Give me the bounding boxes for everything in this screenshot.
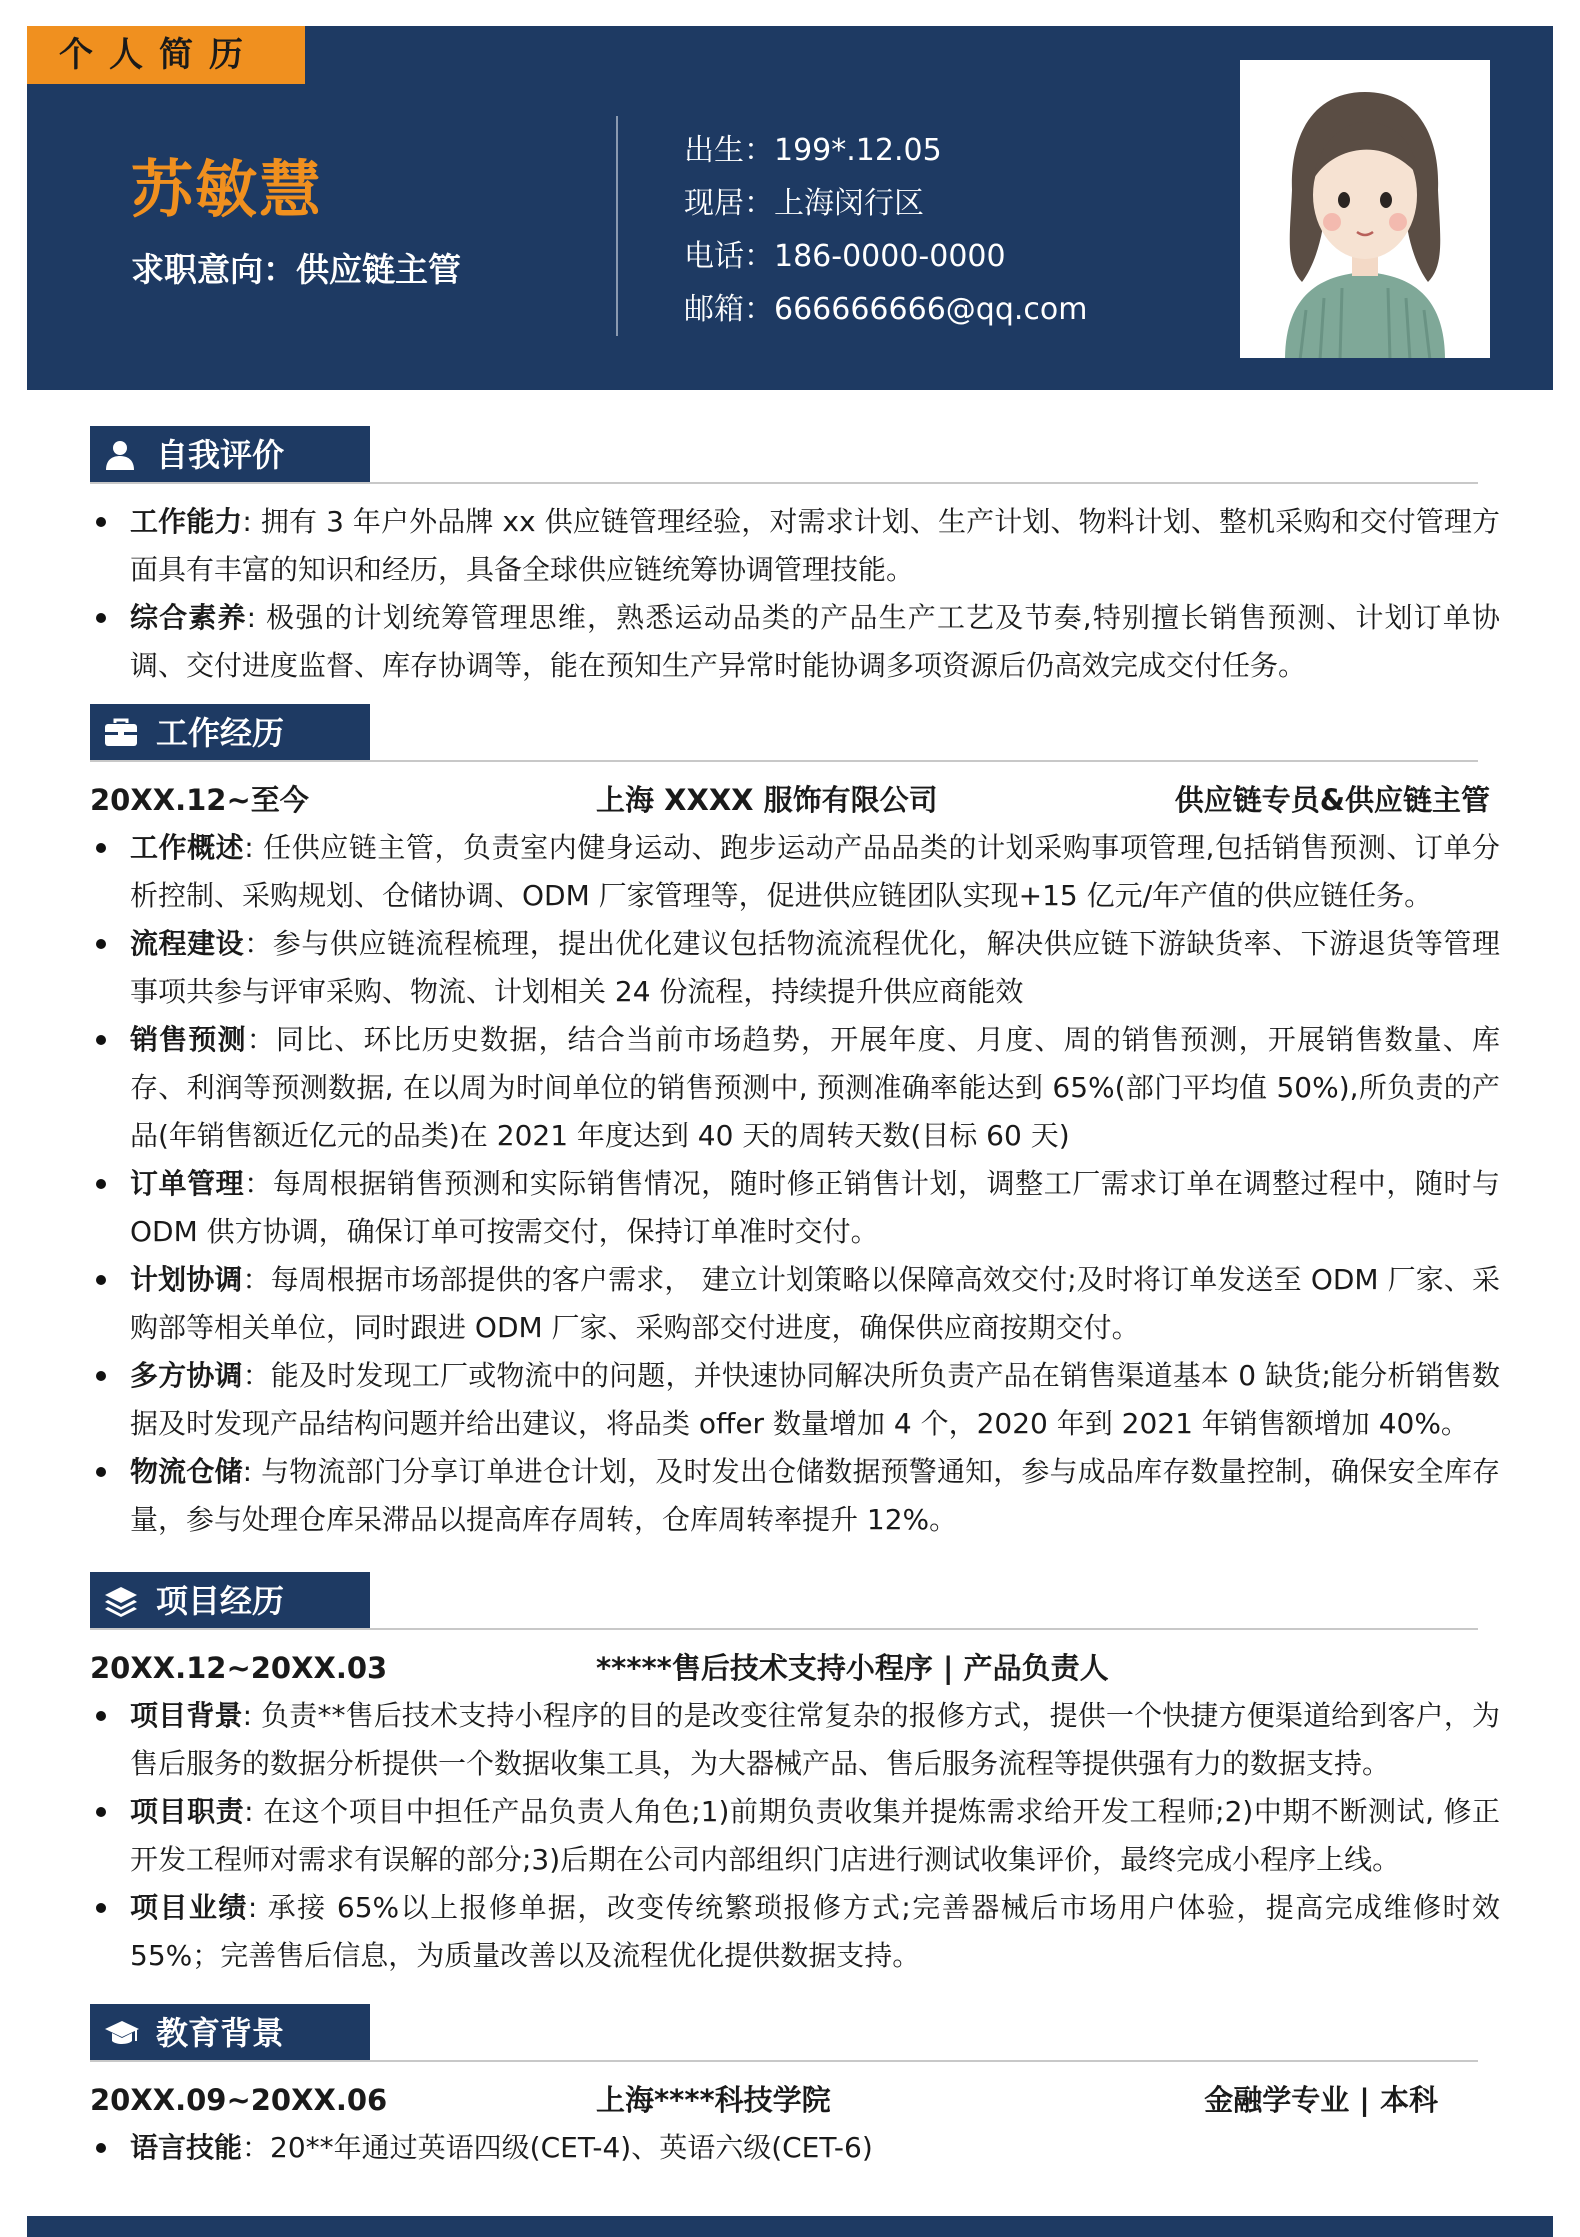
avatar	[1240, 60, 1490, 358]
footer-bar	[27, 2216, 1553, 2237]
section-title: 项目经历	[156, 1582, 285, 1620]
work-company: 上海 XXXX 服饰有限公司	[596, 783, 938, 817]
education-list	[90, 2124, 1500, 2172]
list-item: 物流仓储: 与物流部门分享订单进仓计划，及时发出仓储数据预警通知，参与成品库存数量控制，确保安全库存量，参与处理仓库呆滞品以提高库存周转，仓库周转率提升 12%。	[90, 1448, 1500, 1544]
work-header-row	[90, 780, 1500, 820]
section-rule	[90, 1628, 1478, 1630]
user-icon	[104, 439, 136, 471]
resume-tag: 个人简历	[27, 26, 305, 84]
candidate-name: 苏敏慧	[131, 153, 324, 226]
graduation-cap-icon	[104, 2017, 140, 2049]
info-residence: 现居：上海闵行区	[684, 186, 924, 221]
contact-info	[684, 124, 1087, 336]
list-item: 项目业绩: 承接 65%以上报修单据，改变传统繁琐报修方式;完善器械后市场用户体验，提高完成维修时效 55%；完善售后信息，为质量改善以及流程优化提供数据支持。	[90, 1884, 1500, 1980]
list-item: 多方协调：能及时发现工厂或物流中的问题，并快速协同解决所负责产品在销售渠道基本 0 缺货;能分析销售数据及时发现产品结构问题并给出建议，将品类 offer 数量增加 4 个，2020 年到 2021 年销售额增加 40%。	[90, 1352, 1500, 1448]
project-list	[90, 1692, 1500, 1980]
info-phone: 电话：186-0000-0000	[684, 239, 1006, 274]
section-project	[90, 1572, 370, 1630]
list-item: 工作概述: 任供应链主管，负责室内健身运动、跑步运动产品品类的计划采购事项管理,包括销售预测、订单分析控制、采购规划、仓储协调、ODM 厂家管理等，促进供应链团队实现+15 亿元/年产值的供应链任务。	[90, 824, 1500, 920]
list-item: 综合素养: 极强的计划统筹管理思维，熟悉运动品类的产品生产工艺及节奏,特别擅长销售预测、计划订单协调、交付进度监督、库存协调等，能在预知生产异常时能协调多项资源后仍高效完成交付任务。	[90, 594, 1500, 690]
list-item: 订单管理：每周根据销售预测和实际销售情况，随时修正销售计划，调整工厂需求订单在调整过程中，随时与 ODM 供方协调，确保订单可按需交付，保持订单准时交付。	[90, 1160, 1500, 1256]
education-header-row	[90, 2080, 1500, 2120]
list-item: 项目背景: 负责**售后技术支持小程序的目的是改变往常复杂的报修方式，提供一个快捷方便渠道给到客户，为售后服务的数据分析提供一个数据收集工具，为大器械产品、售后服务流程等提供强有力的数据支持。	[90, 1692, 1500, 1788]
briefcase-icon	[104, 717, 138, 749]
section-rule	[90, 2060, 1478, 2062]
list-item: 项目职责: 在这个项目中担任产品负责人角色;1)前期负责收集并提炼需求给开发工程师;2)中期不断测试, 修正开发工程师对需求有误解的部分;3)后期在公司内部组织门店进行测试收集评价，最终完成小程序上线。	[90, 1788, 1500, 1884]
list-item: 计划协调：每周根据市场部提供的客户需求， 建立计划策略以保障高效交付;及时将订单发送至 ODM 厂家、采购部等相关单位，同时跟进 ODM 厂家、采购部交付进度，确保供应商按期交付。	[90, 1256, 1500, 1352]
section-work	[90, 704, 370, 762]
work-list	[90, 824, 1500, 1544]
work-position: 供应链专员&供应链主管	[1174, 783, 1490, 817]
list-item: 语言技能：20**年通过英语四级(CET-4)、英语六级(CET-6)	[90, 2124, 1500, 2172]
list-item: 销售预测：同比、环比历史数据，结合当前市场趋势，开展年度、月度、周的销售预测，开展销售数量、库存、利润等预测数据, 在以周为时间单位的销售预测中, 预测准确率能达到 65%(部门平均值 50%),所负责的产品(年销售额近亿元的品类)在 2021 年度达到 40 天的周转天数(目标 60 天)	[90, 1016, 1500, 1160]
education-major: 金融学专业 | 本科	[1204, 2083, 1438, 2117]
section-title: 工作经历	[156, 714, 285, 752]
section-self-eval	[90, 426, 370, 484]
header-banner	[27, 26, 1553, 390]
section-title: 教育背景	[156, 2014, 285, 2052]
education-period: 20XX.09~20XX.06	[90, 2083, 388, 2117]
project-name-role: *****售后技术支持小程序 | 产品负责人	[596, 1651, 1109, 1685]
info-birth: 出生：199*.12.05	[684, 133, 942, 168]
section-rule	[90, 482, 1478, 484]
list-item: 流程建设：参与供应链流程梳理，提出优化建议包括物流流程优化，解决供应链下游缺货率、下游退货等管理事项共参与评审采购、物流、计划相关 24 份流程，持续提升供应商能效	[90, 920, 1500, 1016]
section-rule	[90, 760, 1478, 762]
section-title: 自我评价	[156, 436, 285, 474]
section-education	[90, 2004, 370, 2062]
self-eval-list	[90, 498, 1500, 690]
work-period: 20XX.12~至今	[90, 783, 309, 817]
project-period: 20XX.12~20XX.03	[90, 1651, 388, 1685]
info-email: 邮箱：666666666@qq.com	[684, 292, 1088, 327]
project-header-row	[90, 1648, 1500, 1688]
header-divider	[616, 116, 618, 336]
job-intent: 求职意向：供应链主管	[131, 250, 461, 289]
layers-icon	[104, 1585, 138, 1617]
list-item: 工作能力: 拥有 3 年户外品牌 xx 供应链管理经验，对需求计划、生产计划、物料计划、整机采购和交付管理方面具有丰富的知识和经历，具备全球供应链统筹协调管理技能。	[90, 498, 1500, 594]
education-school: 上海****科技学院	[596, 2083, 831, 2117]
